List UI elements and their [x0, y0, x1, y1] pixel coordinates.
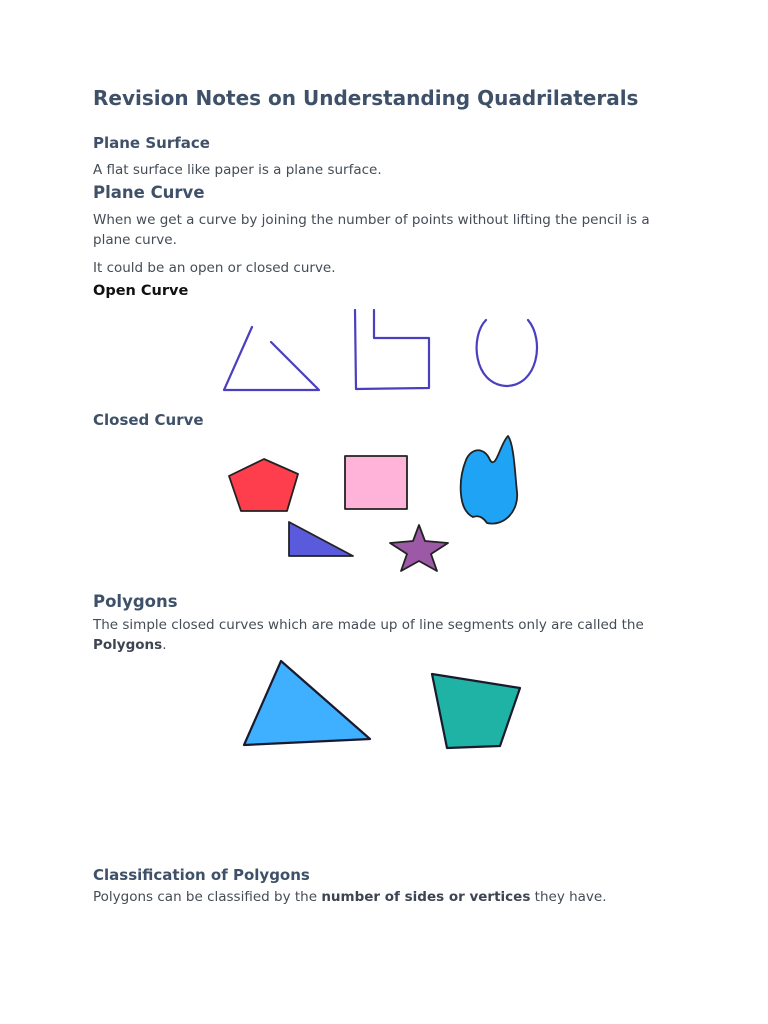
heading-classification: Classification of Polygons [93, 866, 310, 884]
large-triangle-shape [244, 661, 370, 745]
heading-open-curve: Open Curve [93, 283, 189, 299]
text-classification: Polygons can be classified by the number of sides or vertices they have. [93, 889, 607, 905]
text-classification-bold: number of sides or vertices [321, 889, 531, 905]
heading-plane-surface: Plane Surface [93, 134, 210, 152]
heading-polygons: Polygons [93, 592, 178, 611]
trapezium-shape [432, 674, 520, 748]
heading-plane-curve: Plane Curve [93, 183, 205, 202]
text-open-or-closed: It could be an open or closed curve. [93, 260, 336, 276]
text-polygons-definition: The simple closed curves which are made up of line segments only are called the Polygons. [93, 617, 644, 653]
page-title: Revision Notes on Understanding Quadrilaterals [93, 86, 639, 110]
text-polygons-bold: Polygons [93, 637, 163, 653]
text-plane-surface: A flat surface like paper is a plane surface. [93, 162, 382, 178]
text-plane-curve-definition: When we get a curve by joining the number of points without lifting the pencil is a plane curve. [93, 212, 650, 248]
heading-closed-curve: Closed Curve [93, 411, 204, 429]
